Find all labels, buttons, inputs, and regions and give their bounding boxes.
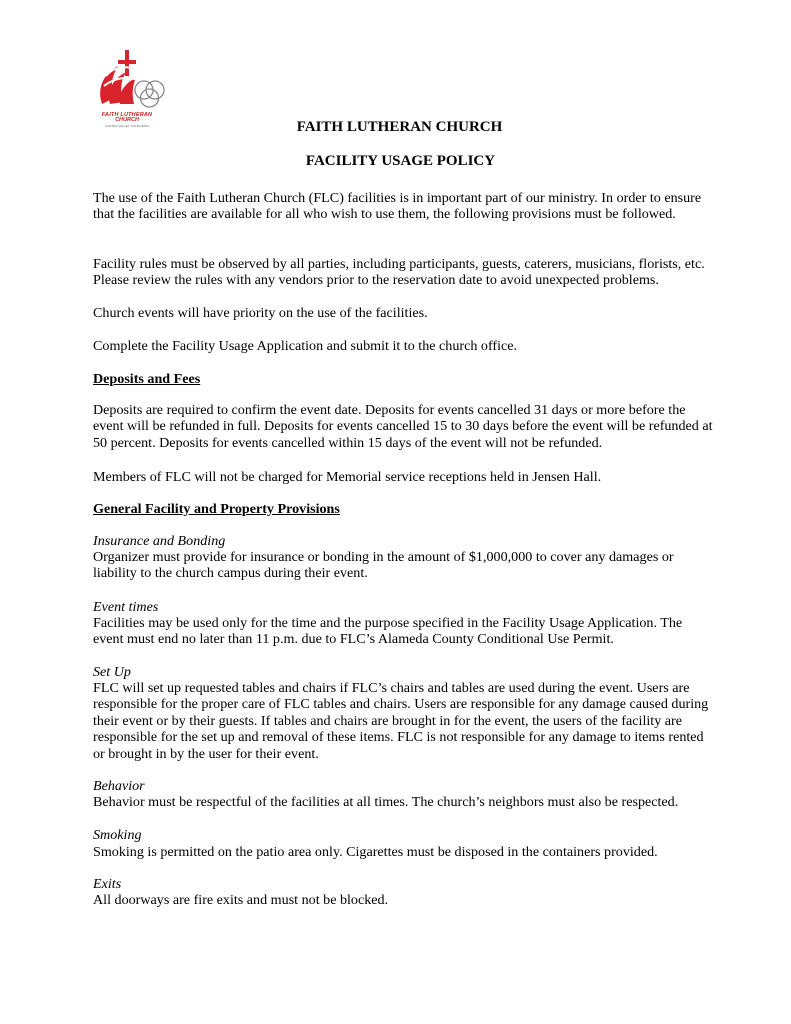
cross-flame-rings-icon: [92, 46, 182, 112]
logo-text-line3: CASTRO VALLEY, CALIFORNIA: [105, 124, 149, 128]
subsection-title: Smoking: [93, 827, 142, 843]
subsection-text: Organizer must provide for insurance or bonding in the amount of $1,000,000 to cover any damages or liability to the church campus during their event.: [93, 549, 674, 582]
subsection-text: Behavior must be respectful of the facilities at all times. The church’s neighbors must also be respected.: [93, 794, 679, 810]
subsection-title: Set Up: [93, 664, 131, 680]
document-subtitle: FACILITY USAGE POLICY: [305, 153, 496, 169]
section-heading-deposits: Deposits and Fees: [93, 371, 201, 387]
intro-paragraph: Church events will have priority on the use of the facilities.: [93, 305, 428, 321]
subsection-text: Smoking is permitted on the patio area only. Cigarettes must be disposed in the containers provided.: [93, 844, 658, 860]
subsection-title: Behavior: [93, 778, 145, 794]
logo-text-line1: FAITH LUTHERAN: [101, 112, 153, 118]
subsection-text: FLC will set up requested tables and chairs if FLC’s chairs and tables are used during the event. Users are responsible for the proper care of FLC tables and chairs. Users are responsible for any damage caused during their event or by their guests. If tables and chairs are brought in for the event, the users of the facility are responsible for the set up and removal of these items. FLC is not responsible for any damage to items rented or brought in by the user for their event.: [93, 680, 709, 762]
subsection-title: Event times: [93, 599, 159, 615]
subsection-text: Facilities may be used only for the time and the purpose specified in the Facility Usage Application. The event must end no later than 11 p.m. due to FLC’s Alameda County Conditional Use Permit.: [93, 615, 683, 648]
section-heading-general: General Facility and Property Provisions: [93, 501, 340, 517]
subsection-title: Insurance and Bonding: [93, 533, 226, 549]
document-title: FAITH LUTHERAN CHURCH: [296, 119, 503, 135]
intro-paragraph: Complete the Facility Usage Application and submit it to the church office.: [93, 338, 518, 354]
intro-paragraph: The use of the Faith Lutheran Church (FLC) facilities is in important part of our ministry. In order to ensure that the facilities are available for all who wish to use them, the following provisions must be followed.: [93, 190, 702, 223]
subsection-text: All doorways are fire exits and must not be blocked.: [93, 892, 389, 908]
logo-text-line2: CHURCH: [115, 117, 139, 123]
intro-paragraph: Facility rules must be observed by all parties, including participants, guests, caterers, musicians, florists, etc. Please review the rules with any vendors prior to the reservation date to avoid unexpected problems.: [93, 256, 705, 289]
deposits-paragraph: Deposits are required to confirm the event date. Deposits for events cancelled 31 days or more before the event will be refunded in full. Deposits for events cancelled 15 to 30 days before the event will be refunded at 50 percent. Deposits for events cancelled within 15 days of the event will not be refunded.: [93, 402, 713, 451]
subsection-title: Exits: [93, 876, 122, 892]
deposits-paragraph: Members of FLC will not be charged for Memorial service receptions held in Jensen Hall.: [93, 469, 602, 485]
